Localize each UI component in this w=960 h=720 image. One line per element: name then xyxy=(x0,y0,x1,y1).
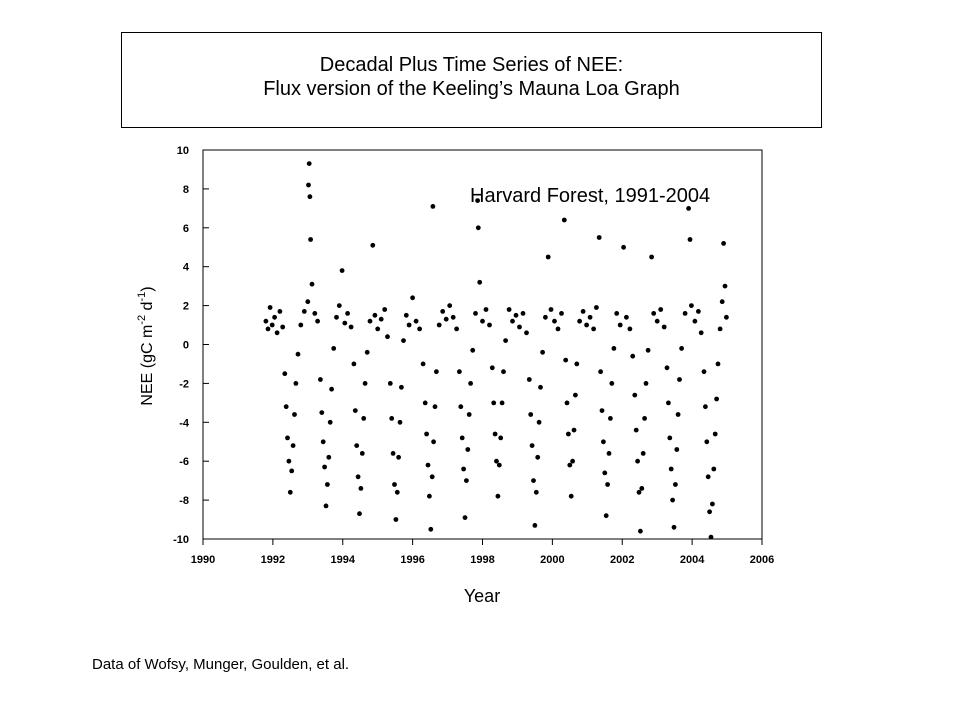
data-point xyxy=(634,428,639,433)
y-axis-label-end: ) xyxy=(139,286,156,292)
data-points xyxy=(264,161,729,539)
data-point xyxy=(291,443,296,448)
data-point xyxy=(417,327,422,332)
data-point xyxy=(500,401,505,406)
x-tick-label: 1990 xyxy=(190,554,216,566)
y-axis-label xyxy=(136,286,156,405)
data-point xyxy=(437,323,442,328)
data-point xyxy=(667,436,672,441)
data-point xyxy=(467,412,472,417)
y-axis xyxy=(173,145,209,546)
data-point xyxy=(426,463,431,468)
data-point xyxy=(395,490,400,495)
data-point xyxy=(503,338,508,343)
data-point xyxy=(527,377,532,382)
data-point xyxy=(559,311,564,316)
data-point xyxy=(644,381,649,386)
data-point xyxy=(288,490,293,495)
x-tick-label: 2006 xyxy=(749,554,775,566)
data-point xyxy=(451,315,456,320)
data-point xyxy=(540,350,545,355)
data-point xyxy=(423,401,428,406)
data-point xyxy=(298,323,303,328)
y-tick-label: 0 xyxy=(182,339,189,352)
data-point xyxy=(322,465,327,470)
data-point xyxy=(570,459,575,464)
title-line-1: Decadal Plus Time Series of NEE: xyxy=(319,54,624,76)
data-point xyxy=(285,436,290,441)
data-point xyxy=(588,315,593,320)
data-point xyxy=(533,523,538,528)
x-tick-label: 1996 xyxy=(400,554,425,566)
data-point xyxy=(431,204,436,209)
data-point xyxy=(329,387,334,392)
data-point xyxy=(282,371,287,376)
data-point xyxy=(577,319,582,324)
data-point xyxy=(352,362,357,367)
data-point xyxy=(306,183,311,188)
data-point xyxy=(534,490,539,495)
x-tick-label: 2004 xyxy=(679,554,705,566)
data-point xyxy=(696,309,701,314)
data-point xyxy=(476,225,481,230)
data-point xyxy=(528,412,533,417)
data-point xyxy=(609,381,614,386)
data-point xyxy=(324,504,329,509)
data-point xyxy=(569,494,574,499)
data-point xyxy=(638,529,643,534)
data-point xyxy=(665,365,670,370)
x-axis-label: Year xyxy=(463,586,501,606)
data-point xyxy=(388,381,393,386)
data-point xyxy=(718,327,723,332)
data-point xyxy=(394,517,399,522)
data-point xyxy=(307,161,312,166)
data-point xyxy=(326,455,331,460)
data-point xyxy=(354,443,359,448)
y-tick-label: -6 xyxy=(179,456,189,469)
data-point xyxy=(604,513,609,518)
data-point xyxy=(531,478,536,483)
data-point xyxy=(356,474,361,479)
data-point xyxy=(331,346,336,351)
data-point xyxy=(473,311,478,316)
data-point xyxy=(641,451,646,456)
data-point xyxy=(305,299,310,304)
data-point xyxy=(480,319,485,324)
data-point xyxy=(498,436,503,441)
data-point xyxy=(646,348,651,353)
data-point xyxy=(710,502,715,507)
data-point xyxy=(353,408,358,413)
data-point xyxy=(361,416,366,421)
data-point xyxy=(447,303,452,308)
data-point xyxy=(460,436,465,441)
data-point xyxy=(655,319,660,324)
data-point xyxy=(674,447,679,452)
data-point xyxy=(637,490,642,495)
data-point xyxy=(549,307,554,312)
data-point xyxy=(379,317,384,322)
data-point xyxy=(470,348,475,353)
data-point xyxy=(574,362,579,367)
y-axis-label-base: NEE (gC m xyxy=(139,324,156,406)
data-point xyxy=(464,478,469,483)
data-point xyxy=(392,482,397,487)
y-tick-label: 2 xyxy=(182,300,189,313)
y-tick-label: -4 xyxy=(179,417,189,430)
data-point xyxy=(706,474,711,479)
data-point xyxy=(703,404,708,409)
y-tick-label: 4 xyxy=(182,261,189,274)
x-tick-label: 1994 xyxy=(330,554,355,566)
data-point xyxy=(454,327,459,332)
data-point xyxy=(463,515,468,520)
data-point xyxy=(490,365,495,370)
data-point xyxy=(365,350,370,355)
data-point xyxy=(391,451,396,456)
data-point xyxy=(565,401,570,406)
plot-frame xyxy=(203,150,762,539)
data-point xyxy=(688,237,693,242)
y-axis-label-mid: d xyxy=(139,301,156,315)
data-point xyxy=(537,420,542,425)
data-point xyxy=(398,420,403,425)
x-tick-label: 2002 xyxy=(610,554,635,566)
data-point xyxy=(702,369,707,374)
data-point xyxy=(497,463,502,468)
data-point xyxy=(484,307,489,312)
data-point xyxy=(308,237,313,242)
data-point xyxy=(487,323,492,328)
data-point xyxy=(321,439,326,444)
data-point xyxy=(310,282,315,287)
data-point xyxy=(345,311,350,316)
data-point xyxy=(289,469,294,474)
data-point xyxy=(357,511,362,516)
data-point xyxy=(370,243,375,248)
data-point xyxy=(581,309,586,314)
data-point xyxy=(414,319,419,324)
y-axis-label-sup1: -2 xyxy=(136,314,148,325)
data-point xyxy=(612,346,617,351)
data-point xyxy=(642,416,647,421)
data-point xyxy=(349,325,354,330)
data-point xyxy=(496,494,501,499)
data-point xyxy=(707,509,712,514)
data-point xyxy=(676,412,681,417)
data-point xyxy=(501,369,506,374)
data-credit-caption: Data of Wofsy, Munger, Goulden, et al. xyxy=(92,656,350,673)
data-point xyxy=(494,459,499,464)
data-point xyxy=(649,255,654,260)
data-point xyxy=(440,309,445,314)
data-point xyxy=(602,471,607,476)
data-point xyxy=(601,439,606,444)
data-point xyxy=(342,321,347,326)
data-point xyxy=(294,381,299,386)
data-point xyxy=(538,385,543,390)
data-point xyxy=(563,358,568,363)
data-point xyxy=(632,393,637,398)
data-point xyxy=(465,447,470,452)
data-point xyxy=(328,420,333,425)
data-point xyxy=(670,498,675,503)
data-point xyxy=(721,241,726,246)
data-point xyxy=(457,369,462,374)
data-point xyxy=(562,218,567,223)
data-point xyxy=(517,325,522,330)
data-point xyxy=(567,463,572,468)
data-point xyxy=(264,319,269,324)
data-point xyxy=(543,315,548,320)
data-point xyxy=(621,245,626,250)
y-tick-label: -10 xyxy=(173,534,189,546)
title-line-2: Flux version of the Keeling’s Mauna Loa Graph xyxy=(263,78,680,100)
data-point xyxy=(284,404,289,409)
data-point xyxy=(270,323,275,328)
data-point xyxy=(315,319,320,324)
data-point xyxy=(666,401,671,406)
data-point xyxy=(535,455,540,460)
data-point xyxy=(421,362,426,367)
data-point xyxy=(724,315,729,320)
data-point xyxy=(514,313,519,318)
data-point xyxy=(546,255,551,260)
data-point xyxy=(714,397,719,402)
data-point xyxy=(530,443,535,448)
data-point xyxy=(375,327,380,332)
data-point xyxy=(630,354,635,359)
data-point xyxy=(477,280,482,285)
data-point xyxy=(662,325,667,330)
data-point xyxy=(607,451,612,456)
data-point xyxy=(709,535,714,540)
data-point xyxy=(433,404,438,409)
data-point xyxy=(431,439,436,444)
data-point xyxy=(427,494,432,499)
data-point xyxy=(720,299,725,304)
data-point xyxy=(318,377,323,382)
data-point xyxy=(635,459,640,464)
data-point xyxy=(651,311,656,316)
data-point xyxy=(296,352,301,357)
data-point xyxy=(552,319,557,324)
data-point xyxy=(689,303,694,308)
data-point xyxy=(521,311,526,316)
data-point xyxy=(334,315,339,320)
data-point xyxy=(591,327,596,332)
data-point xyxy=(280,325,285,330)
chart-annotation: Harvard Forest, 1991-2004 xyxy=(470,185,711,207)
data-point xyxy=(434,369,439,374)
data-point xyxy=(424,432,429,437)
x-tick-label: 2000 xyxy=(540,554,565,566)
data-point xyxy=(639,486,644,491)
data-point xyxy=(556,327,561,332)
data-point xyxy=(510,319,515,324)
data-point xyxy=(461,467,466,472)
data-point xyxy=(614,311,619,316)
data-point xyxy=(600,408,605,413)
data-point xyxy=(573,393,578,398)
data-point xyxy=(272,315,277,320)
data-point xyxy=(704,439,709,444)
data-point xyxy=(319,410,324,415)
y-tick-label: -2 xyxy=(179,378,189,391)
data-point xyxy=(673,482,678,487)
data-point xyxy=(618,323,623,328)
data-point xyxy=(507,307,512,312)
data-point xyxy=(325,482,330,487)
data-point xyxy=(363,381,368,386)
data-point xyxy=(468,381,473,386)
data-point xyxy=(275,330,280,335)
data-point xyxy=(407,323,412,328)
data-point xyxy=(491,401,496,406)
data-point xyxy=(584,323,589,328)
data-point xyxy=(292,412,297,417)
data-point xyxy=(628,327,633,332)
data-point xyxy=(428,527,433,532)
data-point xyxy=(658,307,663,312)
x-tick-label: 1998 xyxy=(470,554,495,566)
data-point xyxy=(672,525,677,530)
data-point xyxy=(287,459,292,464)
data-point xyxy=(713,432,718,437)
data-point xyxy=(340,268,345,273)
data-point xyxy=(368,319,373,324)
data-point xyxy=(572,428,577,433)
x-tick-label: 1992 xyxy=(260,554,286,566)
data-point xyxy=(524,330,529,335)
data-point xyxy=(669,467,674,472)
data-point xyxy=(268,305,273,310)
data-point xyxy=(711,467,716,472)
y-tick-label: 8 xyxy=(182,183,189,196)
data-point xyxy=(401,338,406,343)
y-tick-label: -8 xyxy=(179,495,189,508)
data-point xyxy=(566,432,571,437)
data-point xyxy=(266,327,271,332)
data-point xyxy=(683,311,688,316)
data-point xyxy=(302,309,307,314)
data-point xyxy=(404,313,409,318)
y-axis-label-sup2: -1 xyxy=(136,291,148,302)
data-point xyxy=(382,307,387,312)
data-point xyxy=(597,235,602,240)
data-point xyxy=(430,474,435,479)
data-point xyxy=(699,330,704,335)
data-point xyxy=(359,486,364,491)
data-point xyxy=(337,303,342,308)
data-point xyxy=(598,369,603,374)
x-axis xyxy=(191,539,774,566)
data-point xyxy=(594,305,599,310)
y-tick-label: 6 xyxy=(182,222,189,235)
data-point xyxy=(399,385,404,390)
data-point xyxy=(444,317,449,322)
data-point xyxy=(493,432,498,437)
data-point xyxy=(396,455,401,460)
data-point xyxy=(624,315,629,320)
data-point xyxy=(410,295,415,300)
data-point xyxy=(312,311,317,316)
data-point xyxy=(308,194,313,199)
data-point xyxy=(677,377,682,382)
data-point xyxy=(458,404,463,409)
data-point xyxy=(608,416,613,421)
data-point xyxy=(716,362,721,367)
data-point xyxy=(679,346,684,351)
data-point xyxy=(389,416,394,421)
y-tick-label: 10 xyxy=(176,145,189,157)
data-point xyxy=(373,313,378,318)
data-point xyxy=(278,309,283,314)
data-point xyxy=(360,451,365,456)
data-point xyxy=(693,319,698,324)
data-point xyxy=(605,482,610,487)
data-point xyxy=(723,284,728,289)
data-point xyxy=(385,334,390,339)
